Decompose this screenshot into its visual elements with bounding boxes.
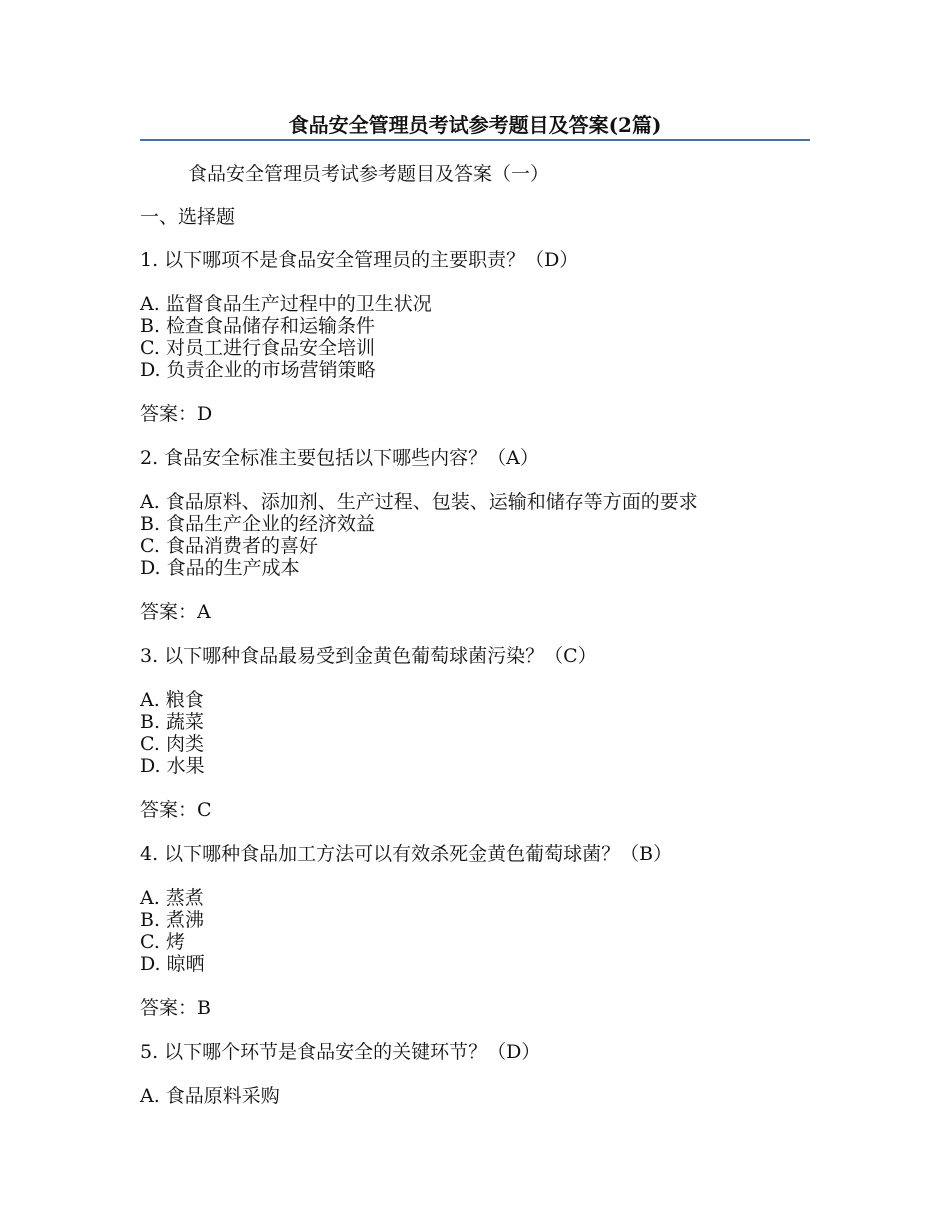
option-item: A. 食品原料、添加剂、生产过程、包装、运输和储存等方面的要求 (140, 491, 698, 513)
question-item (140, 1041, 820, 1107)
option-list (140, 1085, 820, 1107)
option-item: D. 晾晒 (140, 953, 205, 975)
option-list (140, 887, 820, 975)
option-item: B. 检查食品储存和运输条件 (140, 315, 376, 337)
option-item: D. 食品的生产成本 (140, 557, 300, 579)
option-item: C. 肉类 (140, 733, 204, 755)
answer-text: 答案：B (140, 997, 211, 1019)
title-underline (140, 139, 810, 141)
answer-text: 答案：C (140, 799, 212, 821)
option-item: B. 蔬菜 (140, 711, 205, 733)
section-subtitle: 食品安全管理员考试参考题目及答案（一） (188, 163, 550, 185)
option-item: A. 粮食 (140, 689, 204, 711)
question-item (140, 249, 820, 425)
option-list (140, 689, 820, 777)
question-item (140, 843, 820, 1019)
option-item: B. 煮沸 (140, 909, 205, 931)
question-text: 5. 以下哪个环节是食品安全的关键环节？（D） (140, 1041, 541, 1063)
question-item (140, 447, 820, 623)
option-item: D. 水果 (140, 755, 205, 777)
question-text: 4. 以下哪种食品加工方法可以有效杀死金黄色葡萄球菌？（B） (140, 843, 673, 865)
option-item: C. 烤 (140, 931, 185, 953)
option-item: C. 食品消费者的喜好 (140, 535, 318, 557)
question-text: 1. 以下哪项不是食品安全管理员的主要职责？（D） (140, 249, 579, 271)
option-list (140, 293, 820, 381)
section-heading: 一、选择题 (140, 206, 236, 228)
answer-text: 答案：D (140, 403, 213, 425)
option-item: A. 蒸煮 (140, 887, 204, 909)
option-list (140, 491, 820, 579)
question-text: 2. 食品安全标准主要包括以下哪些内容？（A） (140, 447, 539, 469)
question-item (140, 645, 820, 821)
option-item: B. 食品生产企业的经济效益 (140, 513, 376, 535)
option-item: D. 负责企业的市场营销策略 (140, 359, 376, 381)
question-text: 3. 以下哪种食品最易受到金黄色葡萄球菌污染？（C） (140, 645, 597, 667)
question-list (140, 249, 820, 1129)
option-item: A. 食品原料采购 (140, 1085, 280, 1107)
answer-text: 答案：A (140, 601, 211, 623)
option-item: C. 对员工进行食品安全培训 (140, 337, 375, 359)
document-title: 食品安全管理员考试参考题目及答案(2篇) (288, 113, 662, 137)
option-item: A. 监督食品生产过程中的卫生状况 (140, 293, 432, 315)
